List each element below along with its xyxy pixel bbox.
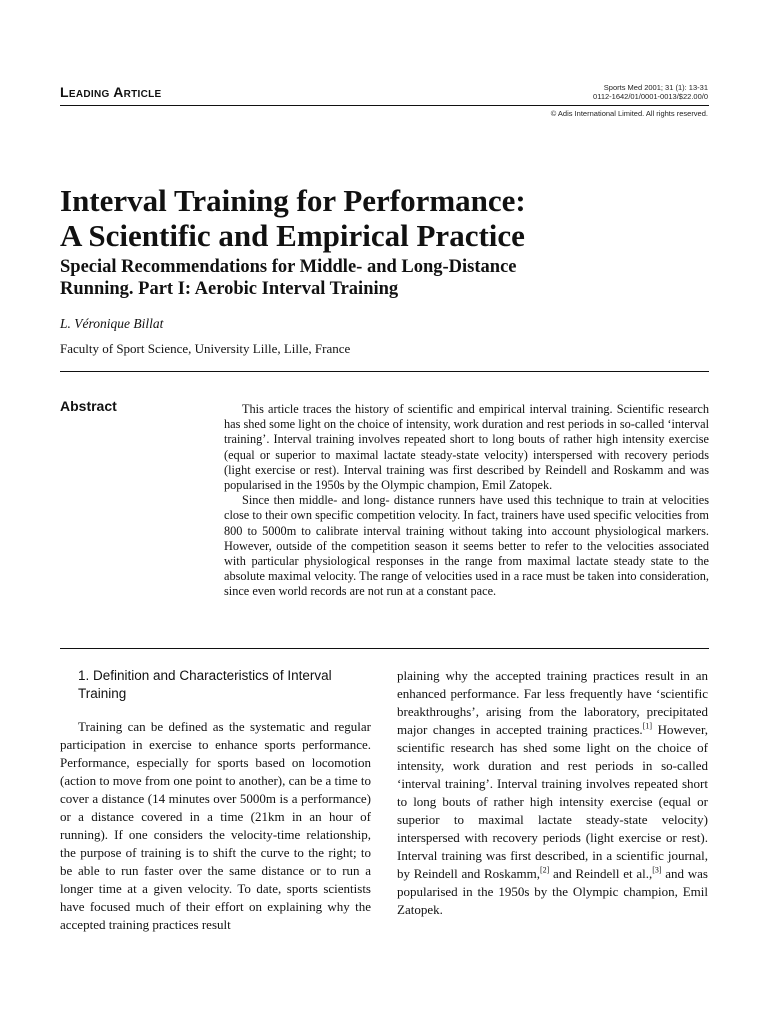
abstract-heading: Abstract [60,398,117,414]
journal-citation: Sports Med 2001; 31 (1): 13-31 [603,83,708,92]
subtitle-line-2: Running. Part I: Aerobic Interval Training [60,279,399,299]
author-affiliation: Faculty of Sport Science, University Lille, Lille, France [60,341,351,356]
reference-link[interactable]: [3] [652,865,662,875]
body-paragraph-left: Training can be defined as the systematic and regular participation in exercise to enhance sports performance. Performance, especially for sports based on locomotion (action to move from one point to another), can be a time to cover a distance (14 minutes over 5000m is a performance) or a distance covered in a time (21km in an hour of running). If one considers the velocity-time relationship, the purpose of training is to shift the curve to the right; to be able to run faster over the same distance or to run a longer time at a given velocity. To date, sports scientists have focused much of their effort on explaining why the accepted training practices result [60,719,371,932]
right-column [397,667,708,919]
author-name: L. Véronique Billat [60,316,164,331]
left-column [60,718,371,934]
subtitle-line-1: Special Recommendations for Middle- and Long-Distance [60,257,517,277]
abstract-paragraph-1: This article traces the history of scientific and empirical interval training. Scientific research has shed some light on the choice of intensity, work duration and rest periods in so-called ‘interval training’. Interval training involves repeated short to long bouts of rather high intensity exercise (equal or superior to maximal lactate steady-state velocity) interspersed with recovery periods (light exercise or rest). Interval training was first described by Reindell and Roskamm and was popularised in the 1950s by the Olympic champion, Emil Zatopek. [224,402,709,493]
title-line-1: Interval Training for Performance: [60,183,526,218]
section-label: Leading Article [60,84,162,100]
journal-issn: 0112-1642/01/0001-0013/$22.00/0 [593,92,708,101]
journal-info [593,83,708,101]
article-subtitle [60,256,709,300]
body-text: and was popularised in the 1950s by the Olympic champion, Emil Zatopek. [397,866,708,917]
body-text: However, scientific research has shed some light on the choice of intensity, work duration and rest periods in so-called ‘interval training’. Interval training involves repeated short to long bouts of rather high intensity exercise (equal or superior to maximal lactate steady-state velocity) interspersed with recovery periods (light exercise or rest). Interval training was first described, in a scientific journal, by Reindell and Roskamm, [397,722,708,881]
body-paragraph-right [397,667,708,919]
abstract-rule [60,648,709,649]
reference-link[interactable]: [2] [539,865,550,875]
title-line-2: A Scientific and Empirical Practice [60,218,525,253]
title-rule [60,371,709,372]
body-text: plaining why the accepted training practices result in an enhanced performance. Far less frequently have ‘scientific breakthroughs’, arising from the laboratory, precipitated major changes in accepted training practices. [397,668,708,737]
section-heading: 1. Definition and Characteristics of Interval Training [78,668,332,701]
abstract-body [224,402,709,600]
abstract-paragraph-2: Since then middle- and long- distance runners have used this technique to train at velocities close to their own specific competition velocity. In fact, trainers have used specific velocities from 800 to 5000m to calibrate interval training without taking into account physiological markers. However, outside of the competition season it seems better to refer to the velocities associated with particular physiological responses in the range from maximal lactate steady state to the absolute maximal velocity. The range of velocities used in a race must be taken into consideration, since even world records are not run at a constant pace. [224,493,709,599]
header-rule [60,105,709,106]
body-text: and Reindell et al., [549,866,653,881]
copyright-notice: © Adis International Limited. All rights reserved. [550,109,708,118]
article-title [60,183,709,253]
reference-link[interactable]: [1] [642,721,653,731]
